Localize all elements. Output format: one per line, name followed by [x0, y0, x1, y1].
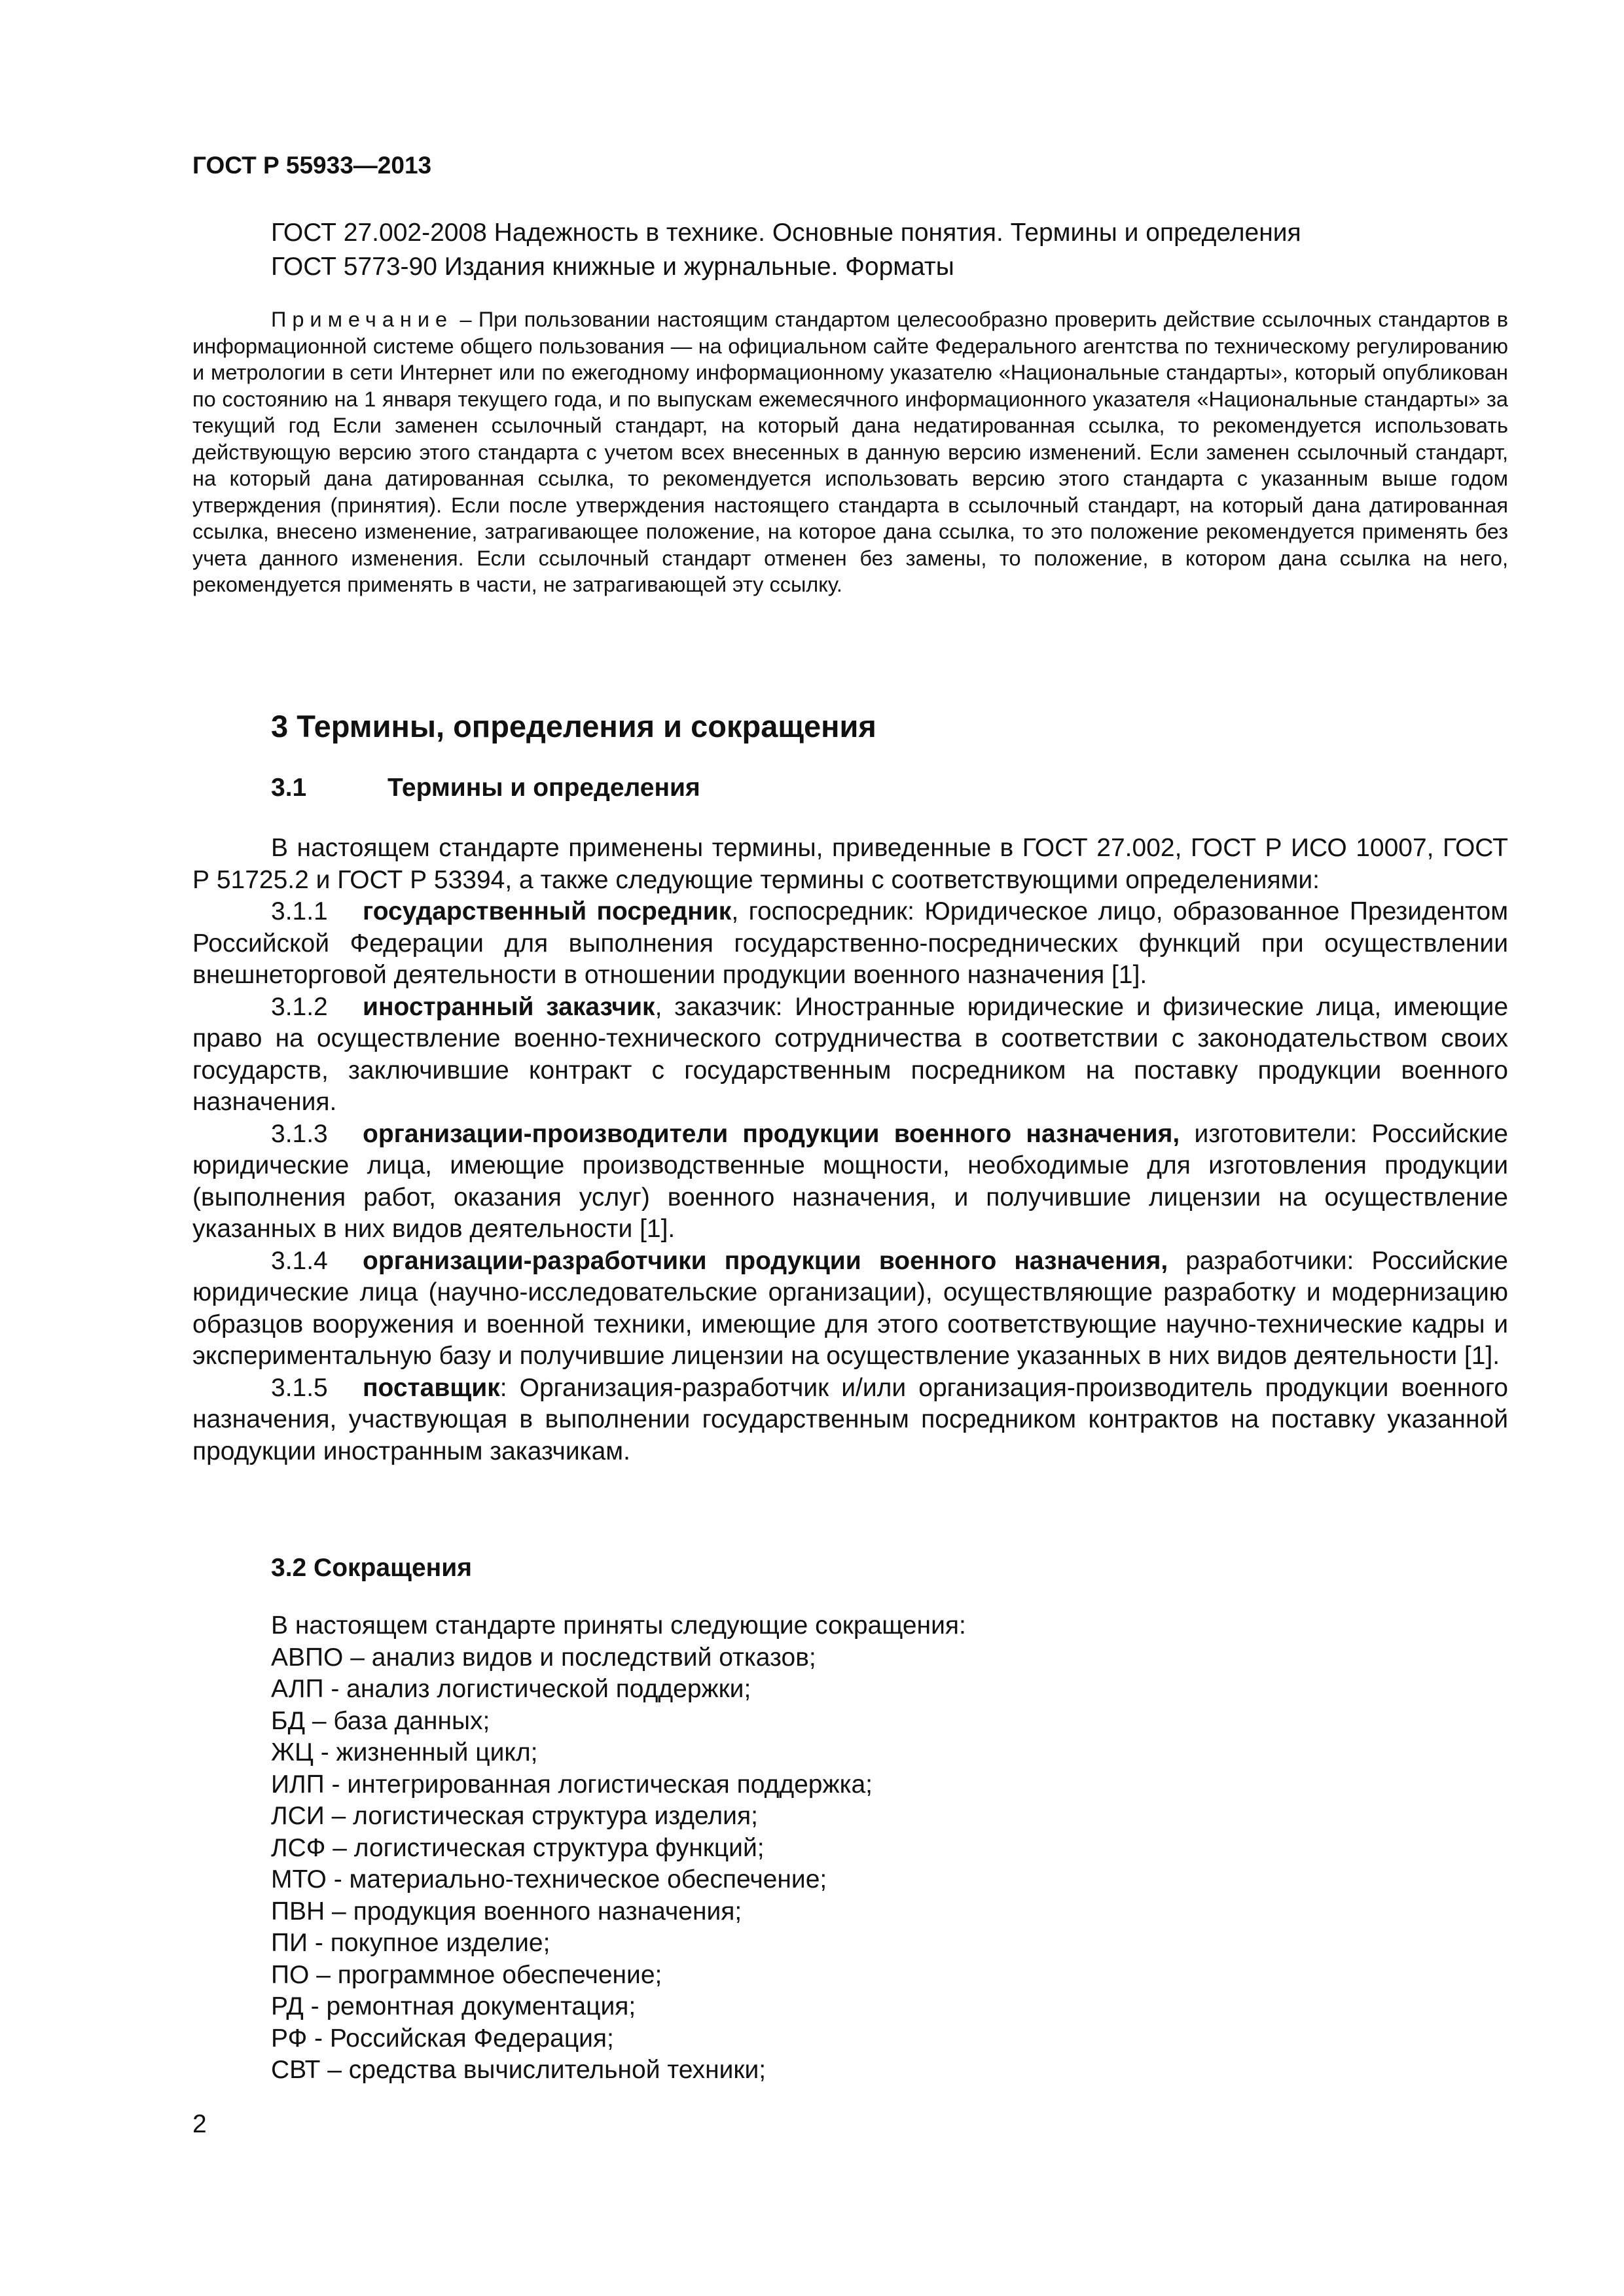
term-name: организации-производители продукции военного назначения, [363, 1119, 1180, 1148]
abbreviations-list [271, 1610, 1449, 2087]
note-label: Примечание [271, 308, 454, 331]
term-number: 3.1.1 [271, 897, 328, 925]
abbreviation-item: РФ - Российская Федерация; [271, 2024, 614, 2053]
abbreviation-item: ИЛП - интегрированная логистическая поддержка; [271, 1770, 873, 1799]
term-definition: изготовители: Российские юридические лица, имеющие производственные мощности, необходимые для изготовления продукции (выполнения работ, оказания услуг) военного назначения, и получившие лицензии на осуществление указанных в них видов деятельности [1]. [192, 1119, 1508, 1243]
subsection-title-abbreviations: 3.2 Сокращения [271, 1554, 472, 1582]
term-name: иностранный заказчик [363, 992, 655, 1021]
term-entry [192, 1119, 1508, 1246]
term-definition: разработчики: Российские юридические лица (научно-исследовательские организации), осуществляющие разработку и модернизацию образцов вооружения и военной техники, имеющие для этого соответствующие научно-технические кадры и экспериментальную базу и получившие лицензии на осуществление указанных в них видов деятельности [1]. [192, 1246, 1508, 1370]
term-number: 3.1.4 [271, 1246, 328, 1275]
term-name: государственный посредник [363, 897, 732, 925]
note-paragraph [192, 306, 1508, 598]
abbreviations-intro: В настоящем стандарте приняты следующие сокращения: [271, 1611, 966, 1640]
term-entry [192, 992, 1508, 1119]
term-entry [192, 1246, 1508, 1372]
abbreviation-item: ПИ - покупное изделие; [271, 1929, 550, 1957]
abbreviation-item: МТО - материально-техническое обеспечение; [271, 1865, 827, 1893]
abbreviation-item: ПО – программное обеспечение; [271, 1960, 662, 1989]
reference-item: ГОСТ 27.002-2008 Надежность в технике. Основные понятия. Термины и определения [271, 219, 1301, 247]
terms-body [192, 833, 1508, 1467]
abbreviation-item: ЖЦ - жизненный цикл; [271, 1738, 538, 1767]
reference-item: ГОСТ 5773-90 Издания книжные и журнальные. Форматы [271, 253, 954, 281]
term-number: 3.1.3 [271, 1119, 328, 1148]
abbreviation-item: ЛСИ – логистическая структура изделия; [271, 1802, 758, 1830]
subsection-title-text: Термины и определения [388, 774, 700, 802]
abbreviation-item: ЛСФ – логистическая структура функций; [271, 1833, 765, 1862]
page-number: 2 [192, 2110, 207, 2138]
term-number: 3.1.5 [271, 1373, 328, 1402]
term-definition: : Организация-разработчик и/или организация-производитель продукции военного назначения, участвующая в выполнении государственным посредником контрактов на поставку указанной продукции иностранным заказчикам. [192, 1373, 1508, 1465]
normative-references [271, 216, 1528, 284]
note-text: – При пользовании настоящим стандартом целесообразно проверить действие ссылочных стандартов в информационной системе общего пользования — на официальном сайте Федерального агентства по техническому регулированию и метрологии в сети Интернет или по ежегодному информационному указателю «Национальные стандарты», который опубликован по состоянию на 1 января текущего года, и по выпускам ежемесячного информационного указателя «Национальные стандарты» за текущий год Если заменен ссылочный стандарт, на который дана недатированная ссылка, то рекомендуется использовать действующую версию этого стандарта с учетом всех внесенных в данную версию изменений. Если заменен ссылочный стандарт, на который дана датированная ссылка, то рекомендуется использовать версию этого стандарта с указанным выше годом утверждения (принятия). Если после утверждения настоящего стандарта в ссылочный стандарт, на который дана датированная ссылка, внесено изменение, затрагивающее положение, на которое дана ссылка, то это положение рекомендуется применять без учета данного изменения. Если ссылочный стандарт отменен без замены, то положение, в котором дана ссылка на него, рекомендуется применять в части, не затрагивающей эту ссылку. [192, 308, 1508, 596]
subsection-title-terms [271, 774, 700, 802]
abbreviation-item: РД - ремонтная документация; [271, 1992, 636, 2020]
subsection-number: 3.1 [271, 774, 307, 802]
term-name: поставщик [363, 1373, 500, 1402]
abbreviation-item: БД – база данных; [271, 1706, 490, 1735]
abbreviation-item: АЛП - анализ логистической поддержки; [271, 1675, 751, 1703]
term-definition: , госпосредник: Юридическое лицо, образованное Президентом Российской Федерации для выполнения государственно-посреднических функций при осуществлении внешнеторговой деятельности в отношении продукции военного назначения [1]. [192, 897, 1509, 989]
document-code-header: ГОСТ Р 55933—2013 [192, 152, 432, 179]
section-title: 3 Термины, определения и сокращения [271, 709, 876, 744]
term-entry [192, 896, 1508, 992]
abbreviation-item: ПВН – продукция военного назначения; [271, 1897, 742, 1926]
abbreviation-item: АВПО – анализ видов и последствий отказов; [271, 1643, 816, 1672]
term-name: организации-разработчики продукции военного назначения, [363, 1246, 1168, 1275]
terms-intro: В настоящем стандарте применены термины, приведенные в ГОСТ 27.002, ГОСТ Р ИСО 10007, ГОСТ Р 51725.2 и ГОСТ Р 53394, а также следующие термины с соответствующими определениями: [192, 834, 1508, 894]
term-number: 3.1.2 [271, 992, 328, 1021]
term-definition: , заказчик: Иностранные юридические и физические лица, имеющие право на осуществление военно-технического сотрудничества в соответствии с законодательством своих государств, заключившие контракт с государственным посредником на поставку продукции военного назначения. [192, 992, 1509, 1116]
abbreviation-item: СВТ – средства вычислительной техники; [271, 2056, 767, 2084]
term-entry [192, 1372, 1508, 1468]
